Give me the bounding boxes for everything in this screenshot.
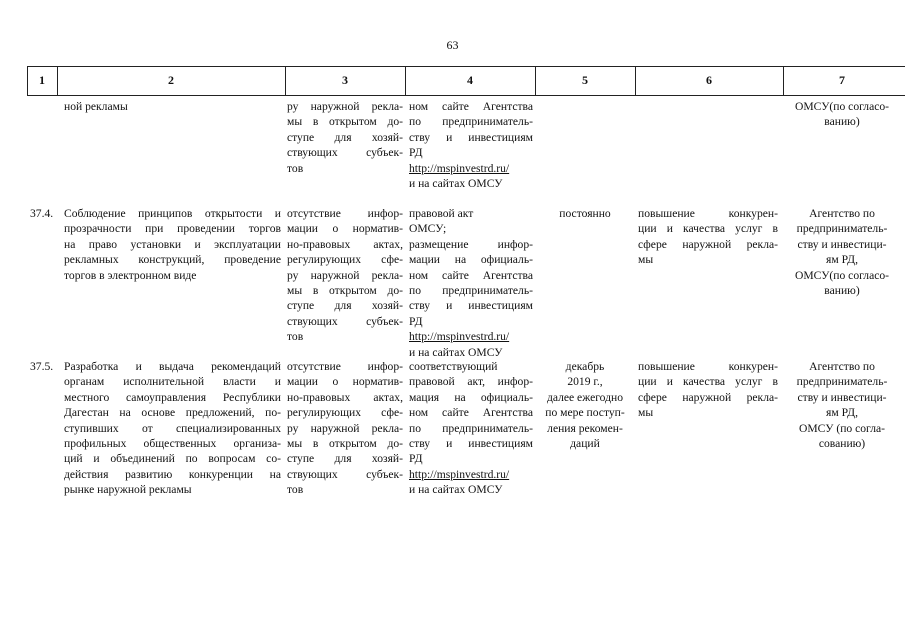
row-number: 37.4.: [30, 207, 54, 220]
problem-description: отсутствие инфор- мации о норматив- но-правовых актах, регулирующих сфе- ру наружной рекла- мы в открытом до- ступе для хозяй- ствующих субъек- тов: [287, 360, 403, 497]
expected-result: повышение конкурен- ции и качества услуг в сфере наружной рекла- мы: [638, 207, 778, 267]
column-header-3: 3: [342, 73, 348, 87]
deadline: постоянно: [559, 207, 611, 220]
column-header-7: 7: [839, 73, 845, 87]
page-number: 63: [446, 38, 459, 52]
deadline: декабрь 2019 г., далее ежегодно по мере поступ- ления рекомен- даций: [545, 360, 625, 451]
agency-website-link[interactable]: http://mspinvestrd.ru/: [409, 467, 510, 481]
result-document: правовой акт ОМСУ; размещение инфор- мации на официаль- ном сайте Агентства по предприниматель- ству и инвестициям РД http://mspinvestrd.ru/ и на сайтах ОМСУ: [409, 207, 533, 359]
column-header-1: 1: [39, 73, 45, 87]
column-header-2: 2: [168, 73, 174, 87]
continuation-result-document: ном сайте Агентства по предприниматель- ству и инвестициям РД http://mspinvestrd.ru/ и на сайтах ОМСУ: [409, 100, 533, 191]
responsible-executor: Агентство по предприниматель- ству и инвестици- ям РД, ОМСУ (по согла- сованию): [796, 360, 888, 451]
column-header-6: 6: [706, 73, 712, 87]
responsible-executor: Агентство по предприниматель- ству и инвестици- ям РД, ОМСУ(по согласо- ванию): [794, 207, 890, 298]
agency-website-link[interactable]: http://mspinvestrd.ru/: [409, 161, 510, 175]
agency-website-link[interactable]: http://mspinvestrd.ru/: [409, 330, 510, 344]
expected-result: повышение конкурен- ции и качества услуг в сфере наружной рекла- мы: [638, 360, 778, 420]
continuation-problem: ру наружной рекла- мы в открытом до- ступе для хозяй- ствующих субъек- тов: [287, 100, 403, 175]
row-number: 37.5.: [30, 360, 54, 373]
column-header-5: 5: [582, 73, 588, 87]
measure-description: Соблюдение принципов открытости и прозрачности при проведении торгов на право установки и эксплуатации рекламных конструкций, проведение торгов в электронном виде: [64, 207, 281, 282]
continuation-description: ной рекламы: [64, 100, 128, 113]
result-document: соответствующий правовой акт, инфор- мация на официаль- ном сайте Агентства по предприниматель- ству и инвестициям РД http://mspinvestrd.ru/ и на сайтах ОМСУ: [409, 360, 533, 497]
header-top-border: [27, 66, 905, 67]
continuation-responsible: ОМСУ(по согласо- ванию): [794, 100, 890, 129]
header-bottom-border: [27, 95, 905, 96]
measure-description: Разработка и выдача рекомендаций органам исполнительной власти и местного самоуправления Республики Дагестан на основе предложений, по- ступивших от специализированных профильных общественных организа- ций и объединений по вопросам со- действия развитию конкуренции на рынке наружной рекламы: [64, 360, 281, 497]
problem-description: отсутствие инфор- мации о норматив- но-правовых актах, регулирующих сфе- ру наружной рекла- мы в открытом до- ступе для хозяй- ствующих субъек- тов: [287, 207, 403, 344]
column-header-4: 4: [467, 73, 473, 87]
